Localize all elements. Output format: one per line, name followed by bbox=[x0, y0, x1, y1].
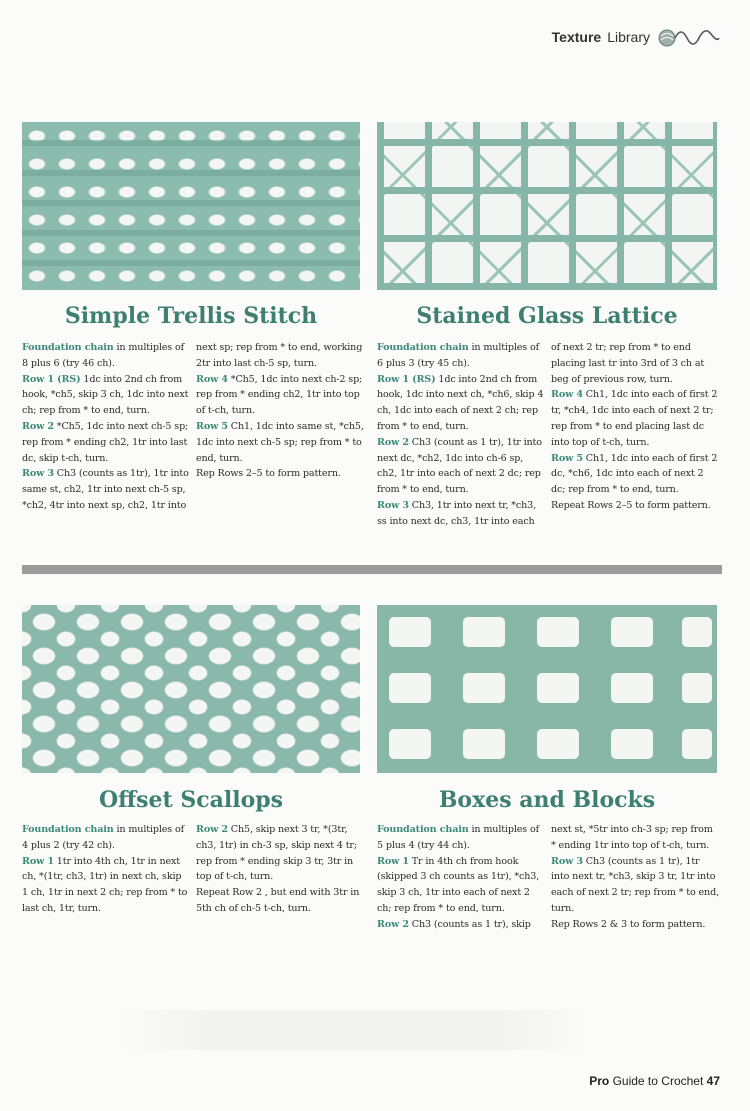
instruction-step bbox=[377, 498, 545, 530]
bleed-through-shadow bbox=[120, 1010, 590, 1050]
step-label: Row 3 bbox=[377, 499, 409, 511]
header-subsection: Library bbox=[607, 29, 650, 45]
pattern-title: Simple Trellis Stitch bbox=[64, 303, 318, 329]
pattern-title: Offset Scallops bbox=[98, 787, 284, 813]
step-text: in multiples of 5 plus 4 (try 44 ch). bbox=[377, 824, 540, 851]
pattern-instructions bbox=[22, 822, 190, 917]
instruction-step bbox=[377, 854, 545, 917]
step-text: Tr in 4th ch from hook (skipped 3 ch counts as 1tr), *ch3, skip 3 ch, 1tr into each of next 2 ch; rep from * to end, turn. bbox=[377, 855, 540, 914]
footer-publication: Guide to Crochet bbox=[612, 1074, 704, 1088]
step-label: Row 1 (RS) bbox=[22, 373, 81, 385]
step-text: of next 2 tr; rep from * to end placing last tr into 3rd of 3 ch at beg of previous row, turn. bbox=[551, 342, 705, 385]
pattern-instructions bbox=[196, 340, 364, 482]
mesh-hole bbox=[463, 617, 505, 647]
step-label: Foundation chain bbox=[22, 824, 114, 835]
mesh-hole bbox=[463, 673, 505, 703]
instruction-step bbox=[551, 917, 719, 933]
step-text: in multiples of 4 plus 2 (try 42 ch). bbox=[22, 824, 185, 851]
instruction-step bbox=[551, 854, 719, 917]
step-label: Row 2 bbox=[377, 436, 409, 448]
step-text: Repeat Row 2 , but end with 3tr in 5th ch of ch-5 t-ch, turn. bbox=[196, 887, 360, 914]
page-footer bbox=[589, 1074, 720, 1088]
instruction-step bbox=[22, 466, 190, 513]
stained-glass-lattice-swatch-photo bbox=[377, 122, 717, 290]
step-text: 1tr into 4th ch, 1tr in next ch, *(1tr, ch3, 1tr) in next ch, skip 1 ch, 1tr in next 2 ch; rep from * to last ch, 1tr, turn. bbox=[22, 855, 188, 914]
header-section: Texture bbox=[551, 29, 602, 45]
page-number: 47 bbox=[706, 1074, 720, 1088]
mesh-hole bbox=[611, 617, 653, 647]
instruction-step bbox=[377, 917, 545, 933]
mesh-hole bbox=[682, 673, 712, 703]
pattern-title: Stained Glass Lattice bbox=[416, 303, 678, 329]
step-label: Foundation chain bbox=[377, 824, 469, 835]
mesh-hole bbox=[389, 617, 431, 647]
instruction-step bbox=[377, 435, 545, 498]
mesh-hole bbox=[389, 729, 431, 759]
instruction-step bbox=[377, 372, 545, 435]
instruction-step bbox=[551, 387, 719, 450]
step-text: 1dc into 2nd ch from hook, *ch5, skip 3 ch, 1dc into next ch; rep from * to end, turn. bbox=[22, 373, 189, 417]
section-divider bbox=[22, 565, 722, 574]
instruction-step bbox=[196, 466, 364, 482]
step-label: Row 2 bbox=[196, 824, 228, 835]
step-label: Row 1 bbox=[377, 855, 409, 867]
mesh-hole bbox=[389, 673, 431, 703]
offset-scallops-swatch-photo bbox=[22, 605, 360, 773]
step-text: Rep Rows 2–5 to form pattern. bbox=[196, 468, 341, 480]
step-text: Ch3 (count as 1 tr), 1tr into next dc, *ch2, 1dc into ch-6 sp, ch2, 1tr into each of next 2 dc; rep from * to end, turn. bbox=[377, 436, 542, 496]
boxes-and-blocks-swatch-photo bbox=[377, 605, 717, 773]
instruction-step bbox=[551, 498, 719, 514]
instruction-step bbox=[377, 822, 545, 854]
step-text: Ch3 (counts as 1tr), 1tr into same st, ch2, 1tr into next ch-5 sp, *ch2, 4tr into next sp, ch2, 1tr into bbox=[22, 468, 189, 511]
instruction-step bbox=[551, 451, 719, 498]
instruction-step bbox=[22, 822, 190, 854]
pattern-instructions bbox=[551, 822, 719, 933]
instruction-step bbox=[22, 340, 190, 372]
step-text: Rep Rows 2 & 3 to form pattern. bbox=[551, 918, 706, 930]
step-text: next sp; rep from * to end, working 2tr into last ch-5 sp, turn. bbox=[196, 342, 363, 369]
step-text: Ch3 (counts as 1 tr), 1tr into next tr, *ch3, skip 3 tr, 1tr into each of next 2 tr; rep from * to end, turn. bbox=[551, 855, 719, 914]
instruction-step bbox=[196, 340, 364, 372]
step-text: next st, *5tr into ch-3 sp; rep from * ending 1tr into top of t-ch, turn. bbox=[551, 824, 713, 851]
step-text: in multiples of 8 plus 6 (try 46 ch). bbox=[22, 342, 185, 369]
mesh-hole bbox=[537, 673, 579, 703]
step-text: *Ch5, 1dc into next ch-5 sp; rep from * ending ch2, 1tr into last dc, skip t-ch, turn. bbox=[22, 420, 189, 464]
mesh-hole bbox=[682, 617, 712, 647]
pattern-instructions bbox=[377, 340, 545, 530]
step-label: Row 2 bbox=[22, 420, 54, 432]
step-text: in multiples of 6 plus 3 (try 45 ch). bbox=[377, 342, 540, 369]
step-text: Repeat Rows 2–5 to form pattern. bbox=[551, 499, 711, 511]
mesh-hole bbox=[463, 729, 505, 759]
step-text: Ch3 (counts as 1 tr), skip bbox=[408, 918, 531, 930]
pattern-instructions bbox=[377, 822, 545, 933]
step-label: Foundation chain bbox=[22, 342, 114, 353]
step-label: Row 4 bbox=[196, 373, 228, 385]
step-text: Ch5, skip next 3 tr, *(3tr, ch3, 1tr) in ch-3 sp, skip next 4 tr; rep from * ending skip 3 tr, 3tr in top of t-ch, turn. bbox=[196, 824, 357, 883]
footer-brand: Pro bbox=[589, 1074, 610, 1088]
instruction-step bbox=[196, 372, 364, 419]
instruction-step bbox=[377, 340, 545, 372]
step-label: Row 2 bbox=[377, 918, 409, 930]
mesh-hole bbox=[611, 673, 653, 703]
mesh-hole bbox=[537, 617, 579, 647]
instruction-step bbox=[551, 340, 719, 387]
step-text: Ch3, 1tr into next tr, *ch3, ss into next dc, ch3, 1tr into each bbox=[377, 499, 537, 527]
step-label: Row 3 bbox=[22, 468, 54, 480]
running-header bbox=[552, 24, 720, 50]
step-label: Row 1 (RS) bbox=[377, 373, 436, 385]
instruction-step bbox=[196, 885, 364, 917]
step-label: Row 1 bbox=[22, 855, 54, 867]
instruction-step bbox=[196, 822, 364, 885]
mesh-hole bbox=[611, 729, 653, 759]
pattern-instructions bbox=[551, 340, 719, 514]
instruction-step bbox=[22, 419, 190, 466]
simple-trellis-swatch-photo bbox=[22, 122, 360, 290]
instruction-step bbox=[22, 372, 190, 419]
mesh-hole bbox=[682, 729, 712, 759]
step-text: Ch1, 1dc into same st, *ch5, 1dc into next ch-5 sp; rep from * to end, turn. bbox=[196, 420, 364, 464]
instruction-step bbox=[196, 419, 364, 466]
instruction-step bbox=[551, 822, 719, 854]
yarn-swirl-icon bbox=[656, 24, 720, 50]
step-label: Row 4 bbox=[551, 389, 583, 401]
step-label: Row 3 bbox=[551, 855, 583, 867]
pattern-instructions bbox=[22, 340, 190, 514]
step-label: Row 5 bbox=[196, 420, 228, 432]
step-label: Row 5 bbox=[551, 452, 583, 464]
instruction-step bbox=[22, 854, 190, 917]
pattern-instructions bbox=[196, 822, 364, 917]
step-label: Foundation chain bbox=[377, 342, 469, 353]
mesh-hole bbox=[537, 729, 579, 759]
step-text: Ch1, 1dc into each of first 2 tr, *ch4, 1dc into each of next 2 tr; rep from * to end placing last dc into top of t-ch, turn. bbox=[551, 389, 718, 448]
step-text: Ch1, 1dc into each of first 2 dc, *ch6, 1dc into each of next 2 dc; rep from * to end, turn. bbox=[551, 452, 718, 496]
pattern-title: Boxes and Blocks bbox=[438, 787, 656, 813]
step-text: *Ch5, 1dc into next ch-2 sp; rep from * ending ch2, 1tr into top of t-ch, turn. bbox=[196, 373, 363, 417]
step-text: 1dc into 2nd ch from hook, 1dc into next ch, *ch6, skip 4 ch, 1dc into each of next 2 ch; rep from * to end, turn. bbox=[377, 373, 544, 432]
